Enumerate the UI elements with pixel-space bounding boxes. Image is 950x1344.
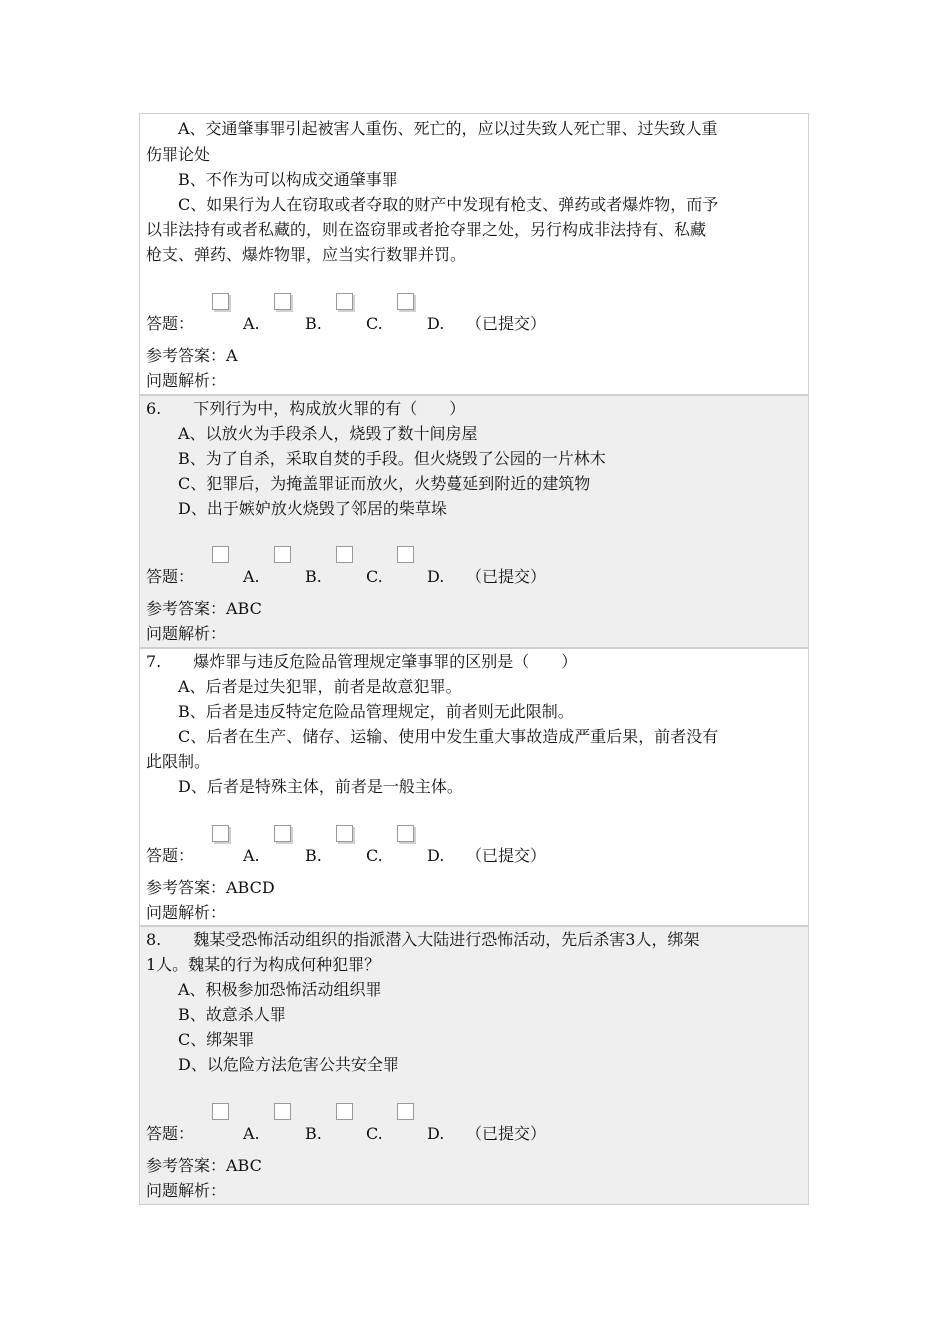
q5-line-5: 以非法持有或者私藏的，则在盗窃罪或者抢夺罪之处，另行构成非法持有、私藏 (146, 220, 707, 239)
q7-option-c: C. (366, 846, 383, 865)
q8-submitted-status: （已提交） (466, 1124, 547, 1143)
q5-answer-row (146, 311, 547, 336)
question-6-block (139, 395, 809, 648)
q7-answer-label: 答题： (146, 846, 195, 865)
q8-line-5: C、绑架罪 (146, 1030, 255, 1049)
q5-checkbox-a[interactable] (212, 293, 229, 310)
q7-checkbox-b[interactable] (274, 825, 291, 842)
q8-answer-label: 答题： (146, 1124, 195, 1143)
q6-line-3: B、为了自杀，采取自焚的手段。但火烧毁了公园的一片林木 (146, 449, 606, 468)
question-5-block (139, 113, 809, 395)
q8-checkbox-d[interactable] (397, 1103, 414, 1120)
q7-answer-row (146, 843, 547, 868)
q7-option-d: D. (427, 846, 445, 865)
q8-reference-answer: 参考答案：ABC (146, 1156, 262, 1175)
q5-option-a: A. (243, 314, 260, 333)
q6-checkbox-d[interactable] (397, 546, 414, 563)
q7-line-2: A、后者是过失犯罪，前者是故意犯罪。 (146, 677, 462, 696)
q6-line-4: C、犯罪后，为掩盖罪证而放火，火势蔓延到附近的建筑物 (146, 474, 591, 493)
q7-reference-answer: 参考答案：ABCD (146, 878, 275, 897)
q6-checkbox-b[interactable] (274, 546, 291, 563)
q6-checkbox-c[interactable] (336, 546, 353, 563)
q8-option-b: B. (305, 1124, 322, 1143)
q5-line-4: C、如果行为人在窃取或者夺取的财产中发现有枪支、弹药或者爆炸物，而予 (146, 195, 719, 214)
q5-checkbox-c[interactable] (336, 293, 353, 310)
q6-submitted-status: （已提交） (466, 567, 547, 586)
q6-option-c: C. (366, 567, 383, 586)
q6-line-5: D、出于嫉妒放火烧毁了邻居的柴草垛 (146, 499, 447, 518)
q5-checkbox-b[interactable] (274, 293, 291, 310)
q8-analysis: 问题解析： (146, 1181, 227, 1200)
question-7-block (139, 648, 809, 926)
q6-option-d: D. (427, 567, 445, 586)
q7-submitted-status: （已提交） (466, 846, 547, 865)
q8-option-a: A. (243, 1124, 260, 1143)
q8-checkbox-c[interactable] (336, 1103, 353, 1120)
q7-option-a: A. (243, 846, 260, 865)
q5-submitted-status: （已提交） (466, 314, 547, 333)
q8-option-d: D. (427, 1124, 445, 1143)
q7-line-3: B、后者是违反特定危险品管理规定，前者则无此限制。 (146, 702, 574, 721)
q5-line-1: A、交通肇事罪引起被害人重伤、死亡的，应以过失致人死亡罪、过失致人重 (146, 119, 718, 138)
q6-answer-row (146, 564, 547, 589)
q8-line-1: 8. 魏某受恐怖活动组织的指派潜入大陆进行恐怖活动，先后杀害3人，绑架 (146, 930, 700, 949)
q8-line-6: D、以危险方法危害公共安全罪 (146, 1055, 399, 1074)
q5-line-2: 伤罪论处 (146, 145, 211, 164)
q5-option-d: D. (427, 314, 445, 333)
q7-analysis: 问题解析： (146, 903, 227, 922)
q6-answer-label: 答题： (146, 567, 195, 586)
q8-line-2: 1人。魏某的行为构成何种犯罪？ (146, 955, 381, 974)
q8-line-4: B、故意杀人罪 (146, 1005, 286, 1024)
q8-answer-row (146, 1121, 547, 1146)
q7-option-b: B. (305, 846, 322, 865)
q5-answer-label: 答题： (146, 314, 195, 333)
q6-checkbox-a[interactable] (212, 546, 229, 563)
q5-line-3: B、不作为可以构成交通肇事罪 (146, 170, 398, 189)
q7-line-6: D、后者是特殊主体，前者是一般主体。 (146, 777, 463, 796)
q6-analysis: 问题解析： (146, 624, 227, 643)
q8-checkbox-a[interactable] (212, 1103, 229, 1120)
q5-checkbox-d[interactable] (397, 293, 414, 310)
q7-checkbox-a[interactable] (212, 825, 229, 842)
q7-line-5: 此限制。 (146, 752, 211, 771)
q7-line-4: C、后者在生产、储存、运输、使用中发生重大事故造成严重后果，前者没有 (146, 727, 719, 746)
q8-checkbox-b[interactable] (274, 1103, 291, 1120)
q5-line-6: 枪支、弹药、爆炸物罪，应当实行数罪并罚。 (146, 245, 467, 264)
q6-line-2: A、以放火为手段杀人，烧毁了数十间房屋 (146, 424, 478, 443)
q5-option-c: C. (366, 314, 383, 333)
q6-option-a: A. (243, 567, 260, 586)
q5-analysis: 问题解析： (146, 371, 227, 390)
q7-checkbox-d[interactable] (397, 825, 414, 842)
q6-reference-answer: 参考答案：ABC (146, 599, 262, 618)
q6-option-b: B. (305, 567, 322, 586)
question-8-block (139, 926, 809, 1205)
q6-line-1: 6. 下列行为中，构成放火罪的有（ ） (146, 399, 466, 418)
q8-line-3: A、积极参加恐怖活动组织罪 (146, 980, 382, 999)
q8-option-c: C. (366, 1124, 383, 1143)
q5-option-b: B. (305, 314, 322, 333)
q7-checkbox-c[interactable] (336, 825, 353, 842)
q5-reference-answer: 参考答案：A (146, 346, 238, 365)
q7-line-1: 7. 爆炸罪与违反危险品管理规定肇事罪的区别是（ ） (146, 652, 578, 671)
